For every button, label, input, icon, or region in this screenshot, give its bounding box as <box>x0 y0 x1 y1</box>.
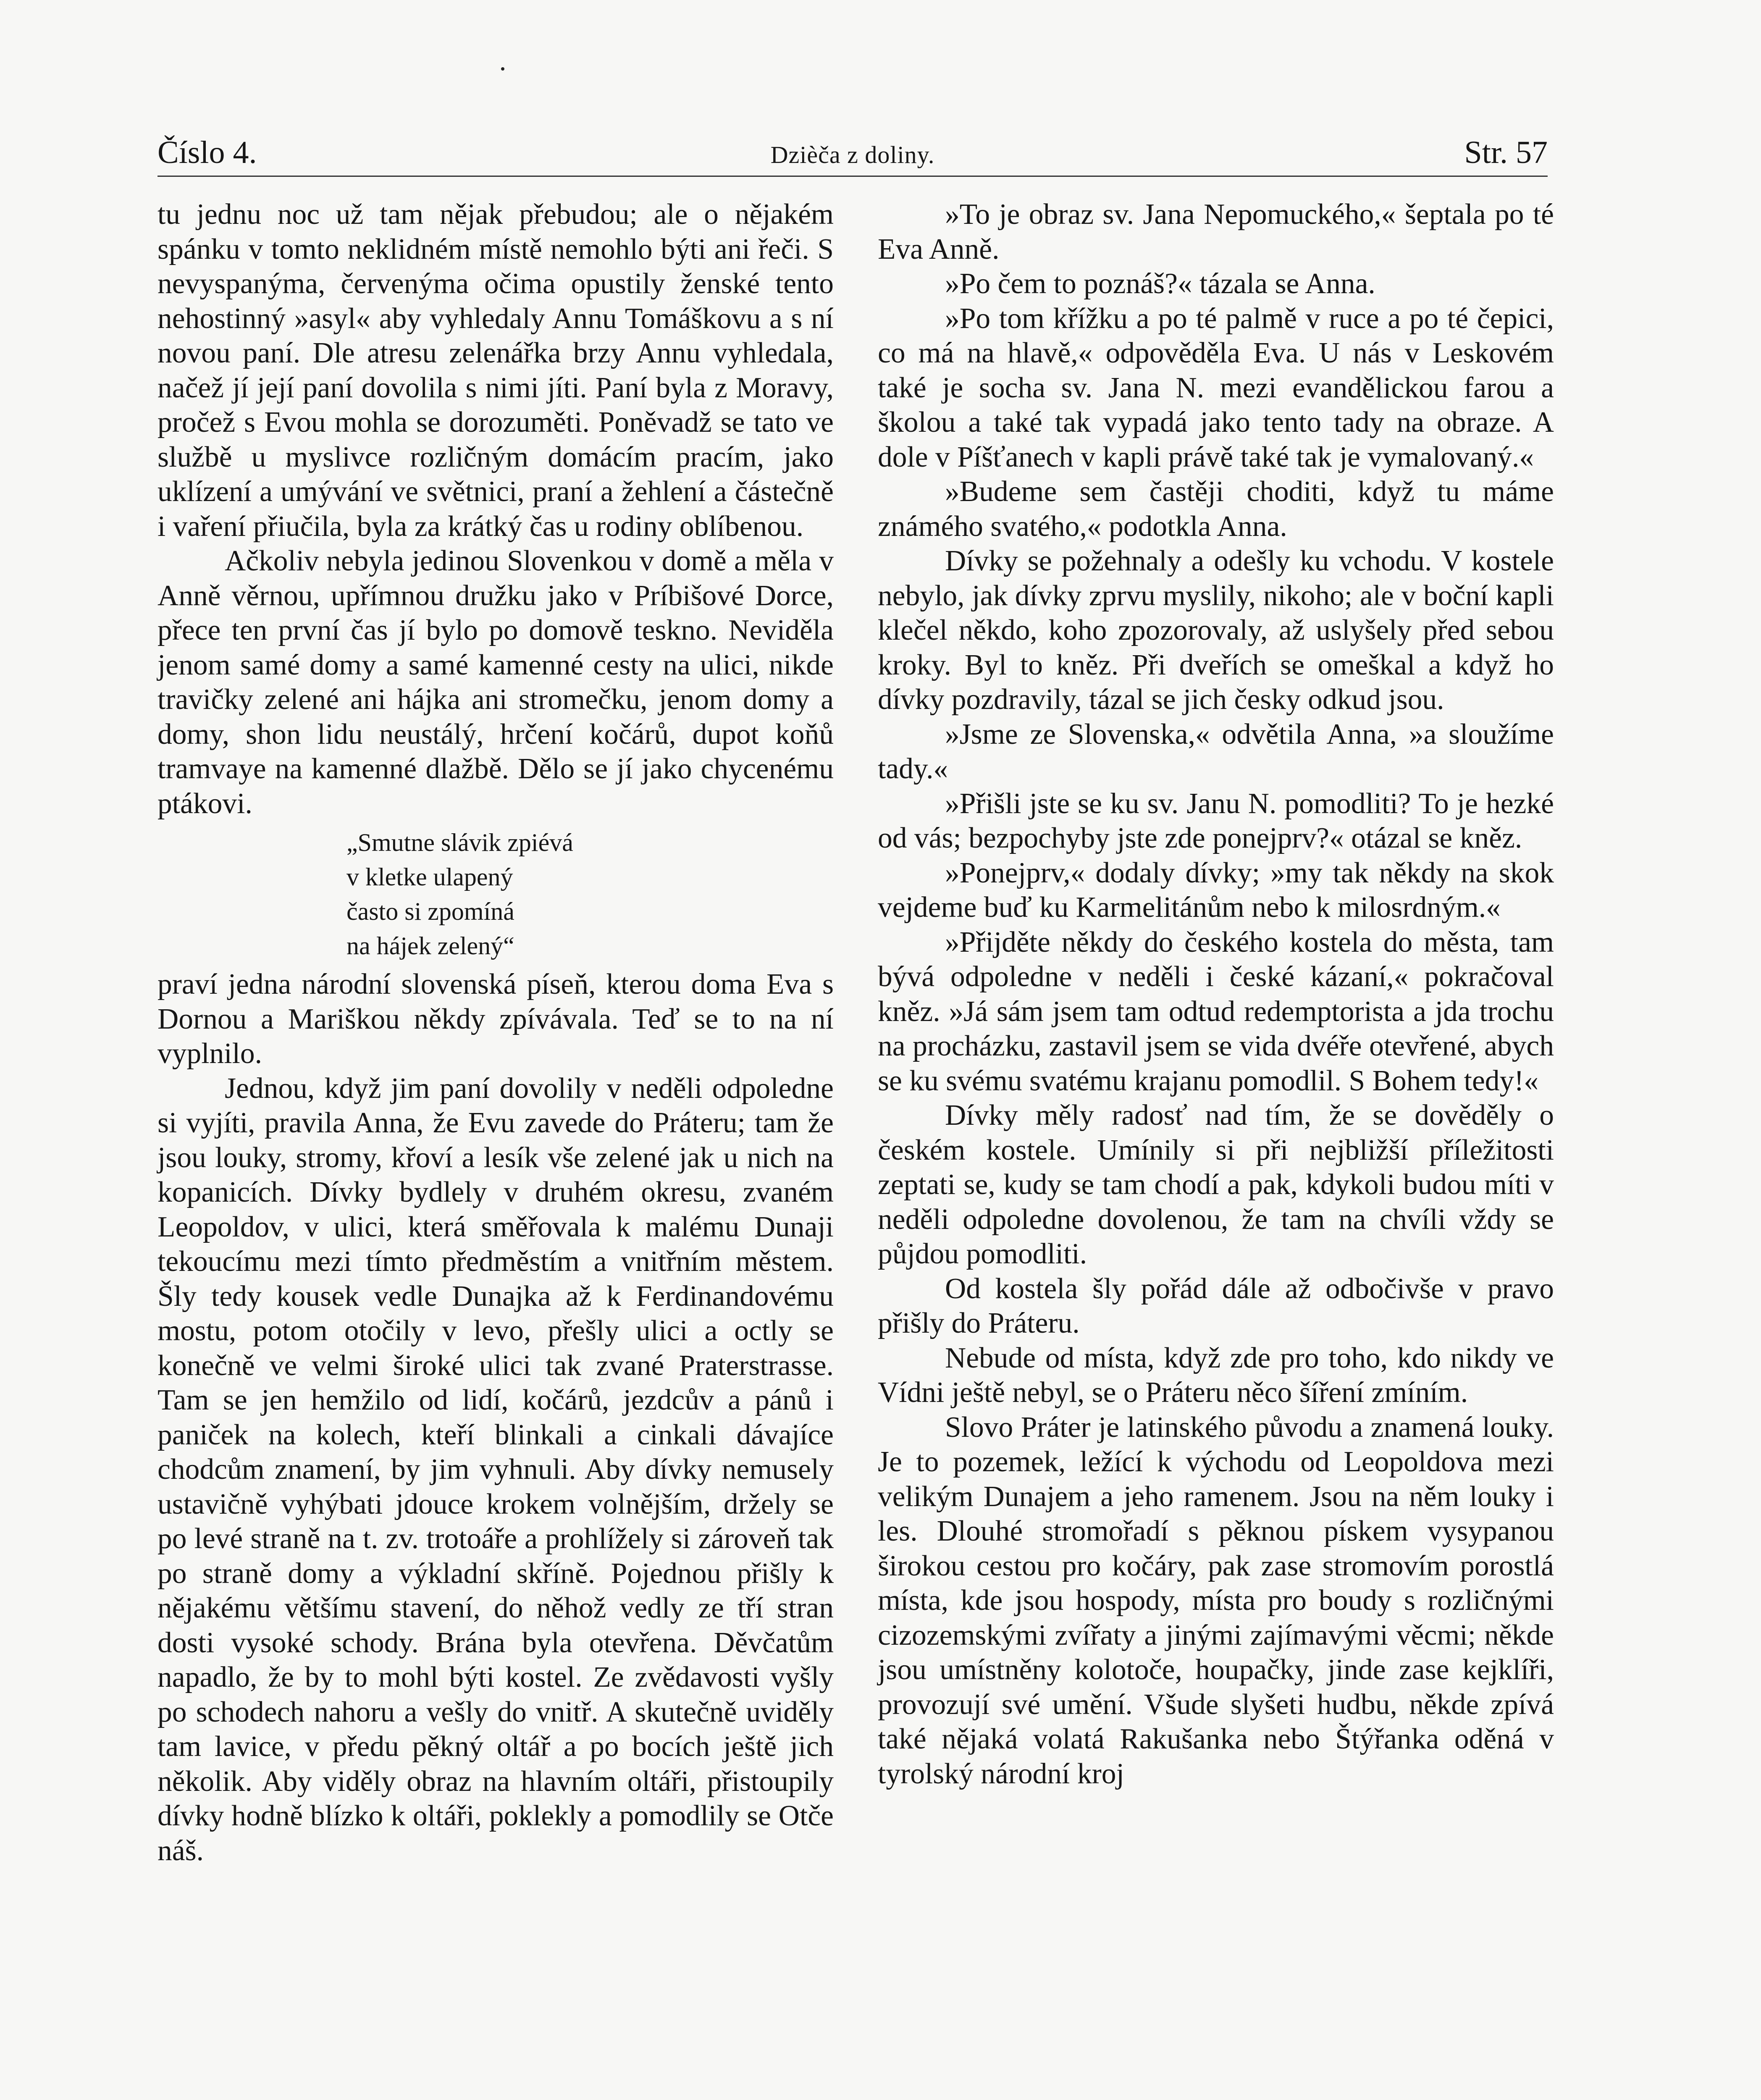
speck-mark <box>501 67 504 71</box>
page-number: Str. 57 <box>1464 135 1548 170</box>
header-rule <box>157 176 1548 177</box>
right-column <box>878 197 1554 1791</box>
paragraph: »Přišli jste se ku sv. Janu N. pomodliti? To je hezké od vás; bezpochyby jste zde ponejprv?« otázal se kněz. <box>878 787 1554 854</box>
paragraph: »Přijděte někdy do českého kostela do města, tam bývá odpoledne v neděli i české kázaní,« pokračoval kněz. »Já sám jsem tam odtud redemptorista a jda trochu na procházku, zastavil jsem se vida dvéře otevřené, abych se ku svému svatému krajanu pomodlil. S Bohem tedy!« <box>878 926 1554 1097</box>
paragraph: tu jednu noc už tam nějak přebudou; ale o nějakém spánku v tomto neklidném místě nemohlo býti ani řeči. S nevyspanýma, červenýma očima opustily ženské tento nehostinný »asyl« aby vyhledaly Annu Tomáškovu a s ní novou paní. Dle atresu zelenářka brzy Annu vyhledala, načež jí její paní dovolila s nimi jíti. Paní byla z Moravy, pročež s Evou mohla se dorozuměti. Poněvadž se tato ve službě u myslivce rozličným domácím pracím, jako uklízení a umývání ve světnici, praní a žehlení a částečně i vaření přiučila, byla za krátký čas u rodiny oblíbenou. <box>157 198 834 543</box>
paragraph: Ačkoliv nebyla jedinou Slovenkou v domě a měla v Anně věrnou, upřímnou družku jako v Príbišové Dorce, přece ten první čas jí bylo po domově teskno. Neviděla jenom samé domy a samé kamenné cesty na ulici, nikde travičky zelené ani hájka ani stromečku, jenom domy a domy, shon lidu neustálý, hrčení kočárů, dupot koňů tramvaye na kamenné dlažbě. Dělo se jí jako chycenému ptákovi. <box>157 545 834 820</box>
paragraph: praví jedna národní slovenská píseň, kterou doma Eva s Dornou a Mariškou někdy zpívávala. Teď se to na ní vyplnilo. <box>157 968 834 1070</box>
paragraph: Nebude od místa, když zde pro toho, kdo nikdy ve Vídni ještě nebyl, se o Práteru něco šíření zmíním. <box>878 1341 1554 1409</box>
left-column <box>157 197 834 1868</box>
poem-line: v kletke ulapený <box>346 863 513 891</box>
poem-line: často si zpomíná <box>346 898 514 925</box>
paragraph: »Po čem to poznáš?« tázala se Anna. <box>945 268 1375 300</box>
running-header <box>157 130 1548 176</box>
poem-line: na hájek zelený“ <box>346 932 514 960</box>
paragraph: Jednou, když jim paní dovolily v neděli odpoledne si vyjíti, pravila Anna, že Evu zavede do Práteru; tam že jsou louky, stromy, křoví a lesík vše zelené jak u nich na kopanicích. Dívky bydlely v druhém okresu, zvaném Leopoldov, v ulici, která směřovala k malému Dunaji tekoucímu mezi tímto předměstím a vnitřním městem. Šly tedy kousek vedle Dunajka až k Ferdinandovému mostu, potom otočily v levo, přešly ulici a octly se konečně ve velmi široké ulici tak zvané Praterstrasse. Tam se jen hemžilo od lidí, kočárů, jezdcův a pánů i paniček na kolech, kteří blinkali a cinkali dávajíce chodcům znamení, by jim vyhnuli. Aby dívky nemusely ustavičně vyhýbati jdouce krokem volnějším, držely se po levé straně na t. zv. trotoáře a prohlížely si zároveň tak po straně domy a výkladní skříně. Pojednou přišly k nějakému většímu stavení, do něhož vedly ze tří stran dosti vysoké schody. Brána byla otevřena. Děvčatům napadlo, že by to mohl býti kostel. Ze zvědavosti vyšly po schodech nahoru a vešly do vnitř. A skutečně uviděly tam lavice, v předu pěkný oltář a po bocích ještě jich několik. Aby viděly obraz na hlavním oltáři, přistoupily dívky hodně blízko k oltáři, poklekly a pomodlily se Otče náš. <box>157 1072 834 1867</box>
paragraph: Od kostela šly pořád dále až odbočivše v pravo přišly do Práteru. <box>878 1272 1554 1339</box>
running-title: Dzièča z doliny. <box>770 141 935 168</box>
paragraph: Slovo Práter je latinského původu a znamená louky. Je to pozemek, ležící k východu od Leopoldova mezi velikým Dunajem a jeho ramenem. Jsou na něm louky i les. Dlouhé stromořadí s pěknou pískem vysypanou širokou cestou pro kočáry, pak zase stromovím porostlá místa, kde jsou hospody, místa pro boudy s rozličnými cizozemskými zvířaty a jinými zajímavými věcmi; někde jsou umístněny kolotoče, houpačky, jinde zase kejklíři, provozují své umění. Všude slyšeti hudbu, někde zpívá také nějaká volatá Rakušanka nebo Štýřanka oděná v tyrolský národní kroj <box>878 1411 1554 1790</box>
paragraph: Dívky se požehnaly a odešly ku vchodu. V kostele nebylo, jak dívky zprvu myslily, nikoho; ale v boční kapli klečel někdo, koho zpozorovaly, až uslyšely před sebou kroky. Byl to kněz. Při dveřích se omeškal a když ho dívky pozdravily, tázal se jich česky odkud jsou. <box>878 545 1554 716</box>
paragraph: »Po tom křížku a po té palmě v ruce a po té čepici, co má na hlavě,« odpověděla Eva. U nás v Leskovém také je socha sv. Jana N. mezi evandělickou farou a školou a také tak vypadá jako tento tady na obraze. A dole v Píšťanech v kapli právě také tak je vymalovaný.« <box>878 302 1554 473</box>
paragraph: »Budeme sem častěji choditi, když tu máme známého svatého,« podotkla Anna. <box>878 475 1554 543</box>
paragraph: »Jsme ze Slovenska,« odvětila Anna, »a sloužíme tady.« <box>878 718 1554 785</box>
paragraph: »To je obraz sv. Jana Nepomuckého,« šeptala po té Eva Anně. <box>878 198 1554 265</box>
issue-number: Číslo 4. <box>157 135 257 170</box>
paragraph: Dívky měly radosť nad tím, že se dověděly o českém kostele. Umínily si při nejbližší příležitosti zeptati se, kudy se tam chodí a pak, kdykoli budou míti v neděli odpoledne dovolenou, že tam na chvíli vždy se půjdou pomodliti. <box>878 1099 1554 1270</box>
poem-line: „Smutne slávik zpiévá <box>346 829 573 856</box>
paragraph: »Ponejprv,« dodaly dívky; »my tak někdy na skok vejdeme buď ku Karmelitánům nebo k milosrdným.« <box>878 856 1554 924</box>
poem-quote <box>346 825 834 963</box>
